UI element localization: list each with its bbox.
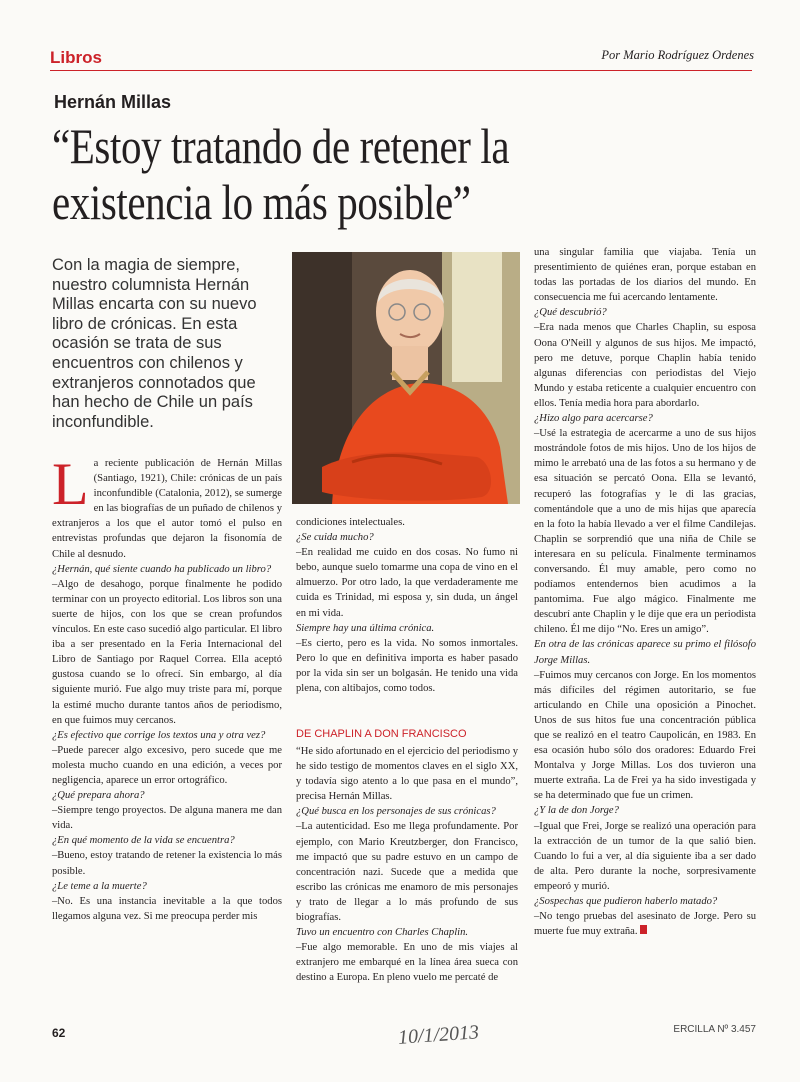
answer: – La autenticidad. Eso me llega profundamente. Por ejemplo, con Mario Kreutzberger, don Francisco, me impactó que su padre estuvo en un campo de concentración nazi. Sucede que a medida que escribo las crónicas me enamoro de mis personajes y trato de llegar a lo más profundo de sus biografías. bbox=[296, 819, 518, 925]
question: ¿ Hernán, qué siente cuando ha publicado un libro ? bbox=[52, 562, 282, 577]
question: ¿ Sospechas que pudieron haberlo matado ? bbox=[534, 894, 756, 909]
end-mark-icon bbox=[640, 925, 647, 934]
drop-cap: L bbox=[52, 451, 89, 517]
headline: “Estoy tratando de retener la existencia lo más posible” bbox=[52, 118, 510, 230]
question: ¿ Qué prepara ahora ? bbox=[52, 788, 282, 803]
answer: – Bueno, estoy tratando de retener la existencia lo más posible. bbox=[52, 848, 282, 878]
answer: – En realidad me cuido en dos cosas. No fumo ni bebo, aunque suelo tomarme una copa de vino en el almuerzo. Por otro lado, la que verdaderamente me cuida es Trinidad, mi esposa y, sin duda, un ángel en mi vida. bbox=[296, 545, 518, 620]
paragraph: Tuvo un encuentro con Charles Chaplin. bbox=[296, 927, 469, 939]
answer: – Fue algo memorable. En uno de mis viajes al extranjero me embarqué en la línea área sueca con destino a Europa. En pleno vuelo me percaté de bbox=[296, 940, 518, 985]
answer: – No. Es una instancia inevitable a la que todos llegamos alguna vez. Si me preocupa perder mis bbox=[52, 894, 282, 924]
paragraph: una singular familia que viajaba. Tenía un presentimiento de quiénes eran, porque estaban en todas las portadas de los diarios del mundo. En consecuencia me fui acercando lentamente. bbox=[534, 247, 756, 304]
interviewee-name: Hernán Millas bbox=[54, 92, 172, 112]
answer: – No tengo pruebas del asesinato de Jorge. Pero su muerte fue muy extraña. bbox=[534, 909, 756, 939]
subhead: DE CHAPLIN A DON FRANCISCO bbox=[296, 728, 467, 740]
answer: – Igual que Frei, Jorge se realizó una operación para la extracción de un tumor de la que salió bien. Cuando lo fui a ver, al día siguiente iba a ser dado de alta. Pero durante la noche, sorpresivamente empeoró y murió. bbox=[534, 819, 756, 894]
portrait-photo bbox=[292, 252, 520, 504]
paragraph: Siempre hay una última crónica. bbox=[296, 622, 435, 634]
page-number: 62 bbox=[52, 1026, 66, 1040]
answer: – Usé la estrategia de acercarme a uno de sus hijos mostrándole fotos de mis hijos. Uno de los hijos de mimo le arrebató una de las fotos a su hermano y de esa situación se percató Oona. Ella se levantó, recuperó las fotografías y le di las gracias, comentándole que a uno de mis hijas que aparecía en la foto la había llevado a ver el filme Candilejas. Chaplin se sorprendió que una niña de Chile se interesara en su película. Finalmente terminamos conversando. Él muy amable, pero como no podíamos entendernos bien acudimos a la pantomima. Fue algo mágico. Finalmente me descubrí ante Chaplin y le dije que era un periodista chileno. Él me dijo “No. Eres un amigo”. bbox=[534, 426, 756, 637]
question: ¿ Se cuida mucho ? bbox=[296, 530, 518, 545]
column-1 bbox=[52, 451, 282, 924]
paragraph: En otra de las crónicas aparece su primo el filósofo Jorge Millas. bbox=[534, 639, 756, 666]
answer: – Es cierto, pero es la vida. No somos inmortales. Pero lo que en definitiva importa es haber pasado por la vida sin ser un bolgasán. He tenido una vida plena, con altibajos, como todos. bbox=[296, 636, 518, 696]
author-byline: Por Mario Rodríguez Ordenes bbox=[601, 48, 754, 62]
answer: – Algo de desahogo, porque finalmente he podido terminar con un proyecto editorial. Los libros son una suerte de hijos, con los que se crean profundos vínculos. En este caso sucedió algo particular. El libro iba a ser presentado en la Feria Internacional del Libro de Santiago por Raquel Correa. Ella aceptó gustosa cuando se lo ofrecí. Sin embargo, al día siguiente murió. Fue algo muy triste para mí, porque la estimé mucho durante tantos años de periodismo, en que fuimos muy cercanos. bbox=[52, 577, 282, 728]
question: ¿ En qué momento de la vida se encuentra ? bbox=[52, 833, 282, 848]
answer: – Fuimos muy cercanos con Jorge. En los momentos más difíciles del régimen autoritario, se fue articulando en Chile una oposición a Pinochet. Unos de sus hitos fue una concentración pública que se realizó en el teatro Caupolicán, en 1983. En esa ocasión hubo sólo dos oradores: Eduardo Frei Montalva y Jorge Millas. Los dos tuvieron una muerte extraña. La de Frei ya ha sido investigada y se ha determinado que fue un crimen. bbox=[534, 668, 756, 804]
handwritten-date: 10/1/2013 bbox=[397, 1021, 480, 1049]
column-2 bbox=[296, 515, 518, 696]
paragraph: “He sido afortunado en el ejercicio del periodismo y he sido testigo de momentos claves en el siglo XX, y todavía sigo atento a lo que pasa en el mundo”, precisa Hernán Millas. bbox=[296, 746, 518, 803]
question: ¿ Qué busca en los personajes de sus crónicas ? bbox=[296, 804, 518, 819]
paragraph: La reciente publicación de Hernán Millas (Santiago, 1921), Chile: crónicas de un país inconfundible (Catalonia, 2012), se sumerge en las biografías de un puñado de chilenos y extranjeros a los que el autor tomó el pulso en entrevistas profundas que dejaron la fisonomía de Chile al desnudo. bbox=[52, 451, 282, 560]
question: ¿ Hizo algo para acercarse ? bbox=[534, 411, 756, 426]
issue-label: ERCILLA Nº 3.457 bbox=[673, 1024, 756, 1035]
answer: – Siempre tengo proyectos. De alguna manera me dan vida. bbox=[52, 803, 282, 833]
column-2-continued bbox=[296, 744, 518, 986]
answer: – Puede parecer algo excesivo, pero sucede que me molesta mucho cuando en una edición, a veces por negligencia, aparece un error ortográfico. bbox=[52, 743, 282, 788]
portrait-illustration bbox=[292, 252, 520, 504]
deck-text: Con la magia de siempre, nuestro columnista Hernán Millas encarta con su nuevo libro de crónicas. En esta ocasión se trata de sus encuentros con chilenos y extranjeros connotados que han hecho de Chile un país inconfundible. bbox=[52, 256, 257, 431]
answer: – Era nada menos que Charles Chaplin, su esposa Oona O'Neill y algunos de sus hijos. Me impactó, pero me detuve, porque Chaplin había tenido algunas diferencias con periodistas del Viejo Mundo y estaba reticente a cualquier encuentro con ellos. Tenía media hora para abordarlo. bbox=[534, 320, 756, 411]
question: ¿ Y la de don Jorge ? bbox=[534, 803, 756, 818]
column-3 bbox=[534, 245, 756, 939]
paragraph: condiciones intelectuales. bbox=[296, 517, 405, 528]
question: ¿ Es efectivo que corrige los textos una y otra vez ? bbox=[52, 728, 282, 743]
question: ¿ Qué descubrió ? bbox=[534, 305, 756, 320]
section-rule bbox=[50, 70, 752, 71]
question: ¿ Le teme a la muerte ? bbox=[52, 879, 282, 894]
section-label: Libros bbox=[50, 48, 102, 67]
